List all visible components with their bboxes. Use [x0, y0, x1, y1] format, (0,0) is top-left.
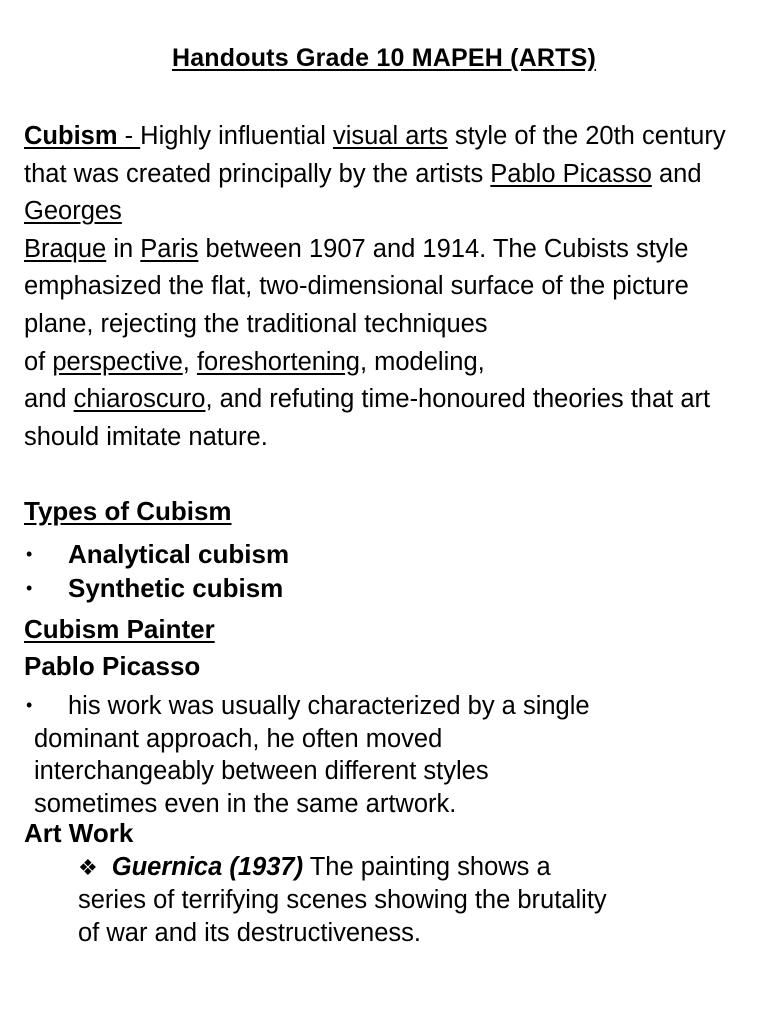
desc-line: his work was usually characterized by a single	[68, 692, 590, 720]
intro-text: , modeling,	[359, 347, 485, 376]
bullet-icon: •	[26, 544, 33, 564]
artwork-title: Guernica (1937)	[111, 853, 304, 881]
intro-text: between 1907 and 1914. The Cubists style emphasized the flat, two-dimensional surface of the picture plane, rejecting the traditional techniques	[24, 234, 689, 338]
artwork-line: of war and its destructiveness.	[78, 919, 421, 947]
types-of-cubism-heading: Types of Cubism	[24, 496, 232, 526]
painter-name: Pablo Picasso	[24, 651, 201, 681]
link-paris[interactable]: Paris	[140, 234, 199, 263]
intro-text: and	[24, 385, 74, 414]
list-item	[24, 571, 289, 605]
intro-text: of	[24, 347, 53, 376]
desc-line: interchangeably between different styles	[34, 757, 489, 785]
diamond-bullet-icon: ❖	[78, 855, 98, 880]
link-pablo-picasso[interactable]: Pablo Picasso	[490, 159, 652, 188]
cubism-term: Cubism	[24, 122, 125, 150]
list-item-label: Analytical cubism	[68, 539, 290, 569]
link-chiaroscuro[interactable]: chiaroscuro	[73, 385, 206, 414]
intro-text: in	[106, 234, 141, 263]
cubism-definition	[24, 118, 756, 456]
link-foreshortening[interactable]: foreshortening	[196, 347, 360, 376]
cubism-painter-heading: Cubism Painter	[24, 614, 215, 644]
list-item-label: Synthetic cubism	[68, 573, 284, 603]
intro-text: style of the 20th century that was created principally by the artists	[24, 122, 726, 188]
cubism-types-list	[24, 537, 289, 605]
art-work-heading: Art Work	[24, 818, 134, 848]
intro-text: , and refuting time-honoured theories that art should imitate nature.	[24, 385, 711, 451]
intro-text: and	[651, 159, 702, 188]
bullet-icon: •	[26, 695, 33, 715]
desc-line: dominant approach, he often moved	[34, 724, 443, 753]
intro-text: ,	[182, 347, 197, 376]
intro-text: Highly influential	[140, 122, 333, 150]
artwork-entry	[78, 851, 758, 950]
desc-line: sometimes even in the same artwork.	[34, 789, 457, 818]
artwork-line: The painting shows a	[303, 853, 551, 881]
list-item	[24, 537, 289, 571]
link-perspective[interactable]: perspective	[52, 347, 183, 376]
page-title: Handouts Grade 10 MAPEH (ARTS)	[171, 44, 597, 72]
bullet-icon: •	[26, 578, 33, 598]
link-georges-braque-cont[interactable]: Braque	[24, 234, 107, 263]
painter-description	[24, 689, 754, 820]
link-georges-braque[interactable]: Georges	[24, 197, 122, 226]
cubism-dash: -	[124, 122, 141, 150]
link-visual-arts[interactable]: visual arts	[332, 122, 448, 150]
artwork-line: series of terrifying scenes showing the brutality	[78, 886, 607, 914]
